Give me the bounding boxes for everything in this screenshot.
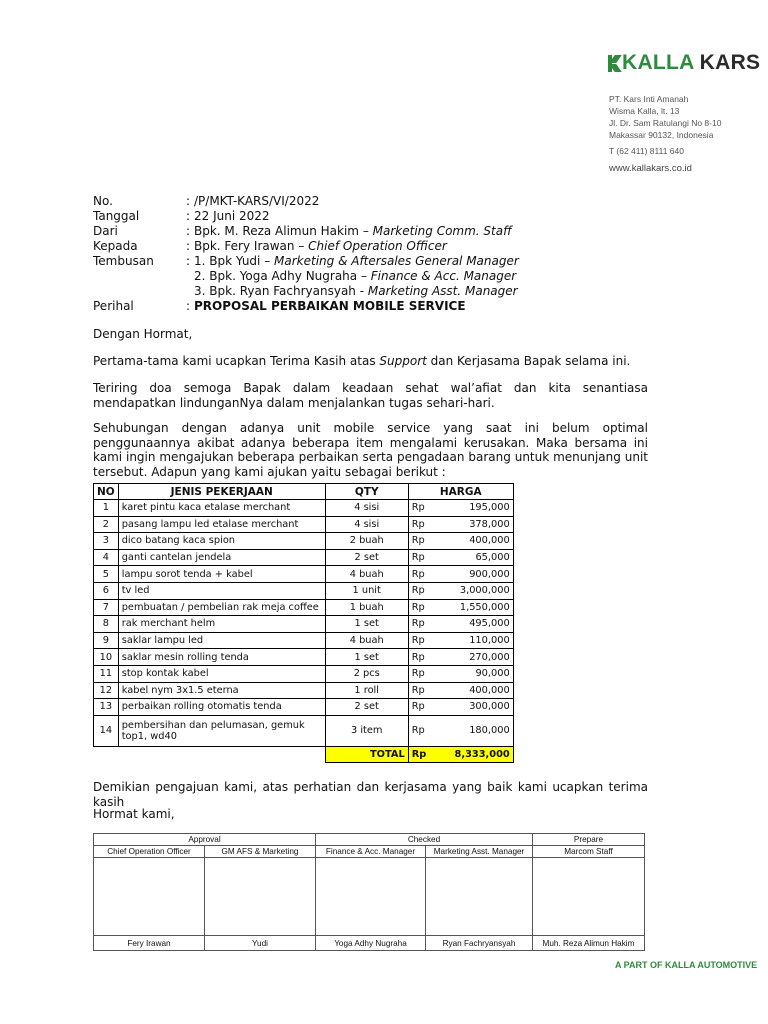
row-no: 11 [94,665,119,682]
table-row [94,516,514,533]
signature-box [205,858,316,936]
row-job: pembuatan / pembelian rak meja coffee [118,599,325,616]
header-job: JENIS PEKERJAAN [118,484,325,500]
row-qty: 4 buah [325,566,408,583]
kalla-k-icon [608,53,620,73]
row-no: 14 [94,715,119,746]
total-label: TOTAL [325,746,408,763]
row-currency: Rp [408,699,448,716]
row-currency: Rp [408,516,448,533]
row-currency: Rp [408,533,448,550]
row-job: saklar mesin rolling tenda [118,649,325,666]
row-no: 7 [94,599,119,616]
signature-box [426,858,533,936]
logo-wordmark: KALLA KARS [622,51,761,74]
row-qty: 1 buah [325,599,408,616]
row-no: 12 [94,682,119,699]
row-no: 13 [94,699,119,716]
row-currency: Rp [408,599,448,616]
row-amount: 90,000 [448,665,514,682]
field-subject: Perihal : PROPOSAL PERBAIKAN MOBILE SERVICE [93,299,466,313]
table-row [94,582,514,599]
company-building: Wisma Kalla, lt. 13 [609,106,680,116]
table-row [94,649,514,666]
table-header-row [94,484,514,500]
row-amount: 495,000 [448,616,514,633]
total-row [94,746,514,763]
row-job: ganti cantelan jendela [118,549,325,566]
items-table [93,483,514,763]
row-no: 9 [94,632,119,649]
row-job: stop kontak kabel [118,665,325,682]
header-price: HARGA [408,484,513,500]
sig-name: Fery Irawan [94,936,205,951]
letter-header-fields [93,194,519,314]
signature-table [93,833,645,951]
row-job: pasang lampu led etalase merchant [118,516,325,533]
row-qty: 2 set [325,549,408,566]
sig-name: Yudi [205,936,316,951]
row-job: dico batang kaca spion [118,533,325,550]
sig-role: Finance & Acc. Manager [316,846,426,858]
sig-space-row [94,858,645,936]
row-amount: 270,000 [448,649,514,666]
table-row [94,549,514,566]
company-website: www.kallakars.co.id [609,163,692,174]
row-job: kabel nym 3x1.5 eterna [118,682,325,699]
sig-name-row [94,936,645,951]
row-amount: 900,000 [448,566,514,583]
row-qty: 2 pcs [325,665,408,682]
row-amount: 180,000 [448,715,514,746]
field-cc-3: 3. Bpk. Ryan Fachryansyah - Marketing Asst. Manager [194,284,518,298]
row-currency: Rp [408,549,448,566]
sig-group-row [94,834,645,846]
row-job: pembersihan dan pelumasan, gemuk top1, wd40 [118,715,325,746]
header-qty: QTY [325,484,408,500]
header-no: NO [94,484,119,500]
row-amount: 400,000 [448,533,514,550]
company-name: PT. Kars Inti Amanah [609,94,689,104]
row-no: 4 [94,549,119,566]
company-phone: T (62 411) 8111 640 [609,146,684,156]
row-qty: 1 set [325,649,408,666]
field-to: Kepada : Bpk. Fery Irawan – Chief Operation Officer [93,239,447,253]
sig-prepare: Prepare [533,834,645,846]
table-row [94,500,514,517]
signature-box [94,858,205,936]
row-qty: 4 sisi [325,516,408,533]
row-job: lampu sorot tenda + kabel [118,566,325,583]
row-qty: 1 unit [325,582,408,599]
row-amount: 195,000 [448,500,514,517]
row-amount: 110,000 [448,632,514,649]
row-qty: 4 buah [325,632,408,649]
row-job: perbaikan rolling otomatis tenda [118,699,325,716]
company-address [609,93,721,175]
sig-name: Yoga Adhy Nugraha [316,936,426,951]
row-currency: Rp [408,632,448,649]
row-qty: 4 sisi [325,500,408,517]
row-job: karet pintu kaca etalase merchant [118,500,325,517]
row-amount: 300,000 [448,699,514,716]
sig-role-row [94,846,645,858]
signature-box [533,858,645,936]
row-currency: Rp [408,582,448,599]
row-no: 6 [94,582,119,599]
row-currency: Rp [408,665,448,682]
field-cc-2: 2. Bpk. Yoga Adhy Nugraha – Finance & Acc. Manager [194,269,517,283]
row-currency: Rp [408,566,448,583]
row-amount: 400,000 [448,682,514,699]
field-date: Tanggal : 22 Juni 2022 [93,209,270,223]
row-currency: Rp [408,715,448,746]
total-currency: Rp [408,746,448,763]
table-row [94,599,514,616]
row-amount: 378,000 [448,516,514,533]
row-currency: Rp [408,616,448,633]
sig-role: Chief Operation Officer [94,846,205,858]
table-row [94,566,514,583]
field-number: No. : /P/MKT-KARS/VI/2022 [93,194,320,208]
sig-role: GM AFS & Marketing [205,846,316,858]
row-job: tv led [118,582,325,599]
row-no: 2 [94,516,119,533]
row-qty: 3 item [325,715,408,746]
row-amount: 65,000 [448,549,514,566]
sig-name: Muh. Reza Alimun Hakim [533,936,645,951]
row-no: 3 [94,533,119,550]
regards-text: Hormat kami, [93,807,175,821]
row-no: 8 [94,616,119,633]
company-city: Makassar 90132, Indonesia [609,130,714,140]
items-body [94,500,514,763]
table-row [94,699,514,716]
row-no: 10 [94,649,119,666]
sig-role: Marketing Asst. Manager [426,846,533,858]
table-row [94,616,514,633]
table-row [94,682,514,699]
row-amount: 1,550,000 [448,599,514,616]
total-amount: 8,333,000 [448,746,514,763]
table-row [94,533,514,550]
field-cc: Tembusan : 1. Bpk Yudi – Marketing & Aftersales General Manager [93,254,519,268]
closing-text: Demikian pengajuan kami, atas perhatian dan kerjasama yang baik kami ucapkan terima kasih [93,780,648,809]
row-job: saklar lampu led [118,632,325,649]
footer-tagline: A PART OF KALLA AUTOMOTIVE [615,960,758,970]
table-row [94,665,514,682]
table-row [94,715,514,746]
sig-name: Ryan Fachryansyah [426,936,533,951]
paragraph-wishes: Teriring doa semoga Bapak dalam keadaan sehat wal’afiat dan kita senantiasa mendapatkan lindunganNya dalam menjalankan tugas sehari-hari. [93,381,648,410]
row-amount: 3,000,000 [448,582,514,599]
sig-checked: Checked [316,834,533,846]
row-currency: Rp [408,682,448,699]
row-currency: Rp [408,500,448,517]
row-qty: 2 buah [325,533,408,550]
greeting: Dengan Hormat, [93,327,193,341]
company-street: Jl. Dr. Sam Ratulangi No 8-10 [609,118,722,128]
signature-box [316,858,426,936]
paragraph-thanks: Pertama-tama kami ucapkan Terima Kasih atas Support dan Kerjasama Bapak selama ini. [93,354,631,368]
field-from: Dari : Bpk. M. Reza Alimun Hakim – Marketing Comm. Staff [93,224,512,238]
table-row [94,632,514,649]
kalla-kars-logo [608,50,760,76]
row-qty: 2 set [325,699,408,716]
row-no: 5 [94,566,119,583]
paragraph-request: Sehubungan dengan adanya unit mobile service yang saat ini belum optimal penggunaannya akibat adanya beberapa item mengalami kerusakan. Maka bersama ini kami ingin mengajukan beberapa perbaikan serta pengadaan barang untuk menunjang unit tersebut. Adapun yang kami ajukan yaitu sebagai berikut : [93,421,648,479]
row-job: rak merchant helm [118,616,325,633]
sig-approval: Approval [94,834,316,846]
row-qty: 1 set [325,616,408,633]
row-qty: 1 roll [325,682,408,699]
row-currency: Rp [408,649,448,666]
row-no: 1 [94,500,119,517]
sig-role: Marcom Staff [533,846,645,858]
